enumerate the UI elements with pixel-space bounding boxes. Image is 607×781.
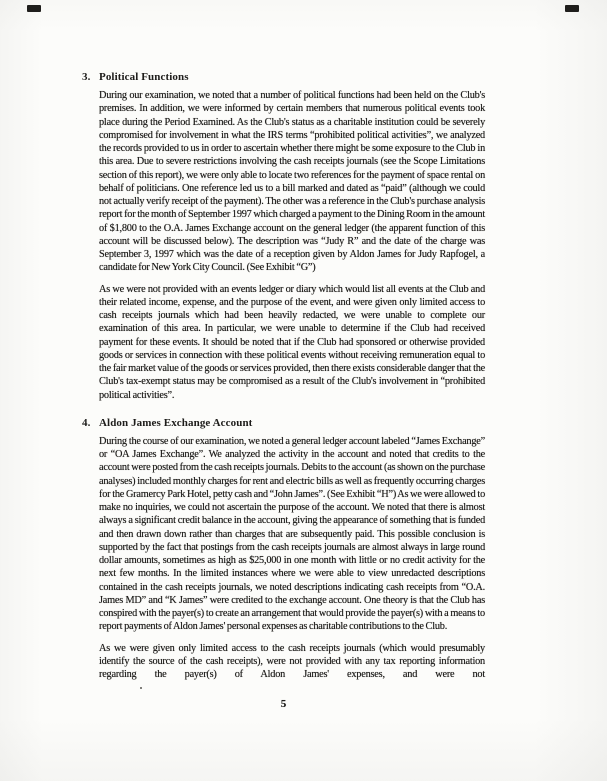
paragraph-cutoff: As we were given only limited access to the cash receipts journals (which would presumably identify the source of the cash receipts), were not provided with any tax reporting information regarding the payer(s) of Aldon James' expenses, and were not [99,642,485,680]
section-heading [82,416,485,430]
scan-speck [140,687,142,689]
section-title: Political Functions [99,71,189,83]
paragraph: As we were not provided with an events ledger or diary which would list all events at the Club and their related income, expense, and the purpose of the event, and were given only limited access to cash receipts journals which had been heavily redacted, we were unable to complete our examination of this area. In particular, we were unable to determine if the Club had received payment for these events. It should be noted that if the Club had sponsored or otherwise provided goods or services in connection with these political events without receiving remuneration equal to the fair market value of the goods or services provided, then there exists considerable danger that the Club's tax-exempt status may be compromised as a result of the Club's involvement in “prohibited political activities”. [99,283,485,401]
scan-artifact-top-right [565,5,579,12]
section-heading [82,70,485,84]
scan-artifact-top-left [27,5,41,12]
section-political-functions [82,70,485,402]
page-number: 5 [280,698,287,711]
section-number: 3. [82,71,91,83]
section-title: Aldon James Exchange Account [99,416,253,429]
section-text [99,89,485,402]
section-text [99,435,485,682]
paragraph: During our examination, we noted that a number of political functions had been held on the Club's premises. In addition, we were informed by certain members that numerous political events took place during the Period Examined. As the Club's status as a charitable institution could be severely compromised for involvement in what the IRS terms “prohibited political activities”, we analyzed the records provided to us in order to ascertain whether there might be some exposure to the Club in this area. Due to severe restrictions involving the cash receipts journals (see the Scope Limitations section of this report), we were only able to locate two references for the payment of space rental on behalf of politicians. One reference led us to a bill marked and dated as “paid” (although we could not actually verify receipt of the payment). The other was a reference in the Club's purchase analysis report for the month of September 1997 which charged a payment to the Dining Room in the amount of $1,800 to the O.A. James Exchange account on the general ledger (the apparent function of this account will be discussed below). The description was “Judy R” and the date of the charge was September 3, 1997 which was the date of a reception given by Aldon James for Judy Rapfogel, a candidate for New York City Council. (See Exhibit “G”) [99,90,485,274]
document-body [82,70,485,712]
section-number: 4. [82,416,91,429]
section-aldon-james-exchange-account [82,416,485,711]
paragraph: During the course of our examination, we noted a general ledger account labeled “James Exchange” or “OA James Exchange”. We analyzed the activity in the account and noted that credits to the account were posted from the cash receipts journals. Debits to the account (as shown on the purchase analyses) included monthly charges for rent and electric bills as well as frequently occurring charges for the Gramercy Park Hotel, petty cash and “John James”. (See Exhibit “H”) As we were allowed to make no inquiries, we could not ascertain the purpose of the account. We noted that there is almost always a significant credit balance in the account, giving the appearance of something that is funded and then drawn down rather than charges that are subsequently paid. This possible conclusion is supported by the fact that postings from the cash receipts journals are almost always in large round dollar amounts, sometimes as high as $25,000 in one month with little or no credit activity for the next few months. In the limited instances where we were able to view unredacted descriptions contained in the cash receipts journals, we noted descriptions indicating cash receipts from “O.A. James MD” and “K James” were credited to the exchange account. One theory is that the Club has conspired with the payer(s) to create an arrangement that would provide the payer(s) with a means to report payments of Aldon James' personal expenses as charitable contributions to the Club. [99,435,485,633]
